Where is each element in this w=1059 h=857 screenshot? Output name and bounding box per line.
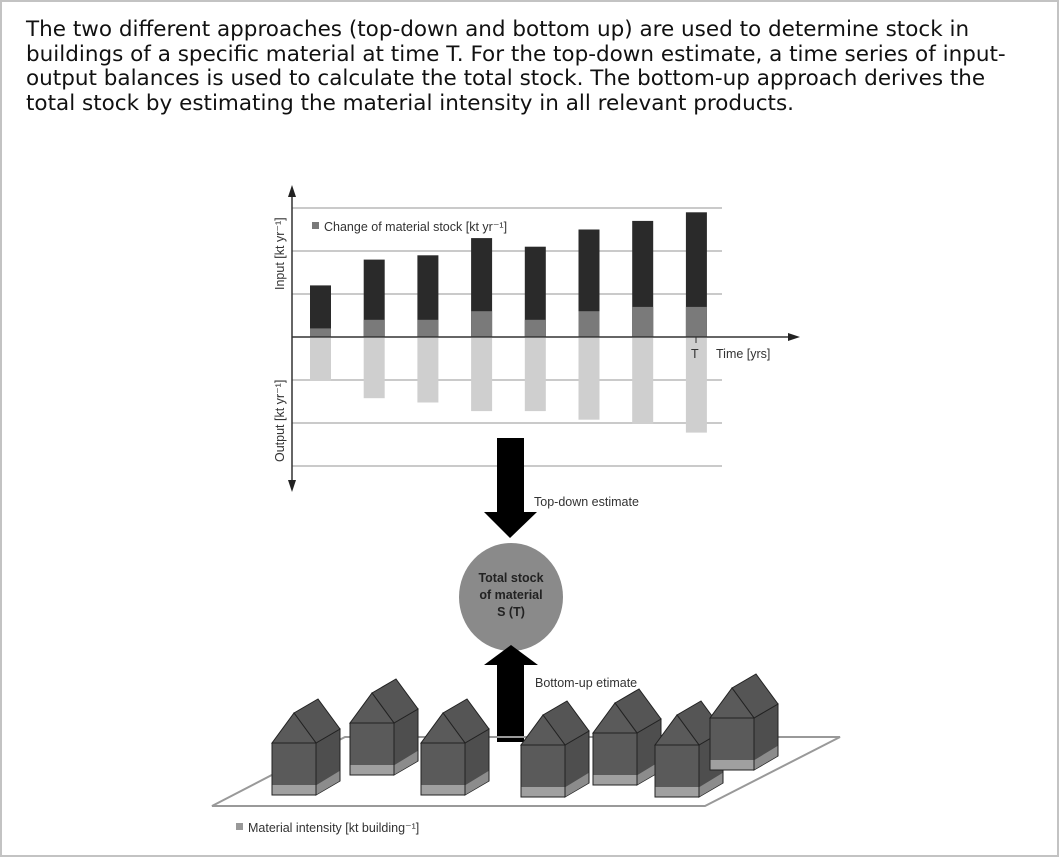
change-bar xyxy=(579,311,600,337)
chart-bars xyxy=(310,212,707,432)
house-icon xyxy=(710,674,778,770)
output-bar xyxy=(364,338,385,398)
buildings xyxy=(272,674,778,797)
top-down-label: Top-down estimate xyxy=(534,495,639,509)
y-axis-label-input: Input [kt yr⁻¹] xyxy=(273,217,287,290)
output-bar xyxy=(579,338,600,420)
intro-paragraph: The two different approaches (top-down and bottom up) are used to determine stock in buildings of a specific material at time T. For the top-down estimate, a time series of input-output balances is used to calculate the total stock. The bottom-up approach derives the total stock by estimating the material intensity in all relevant products. xyxy=(26,17,1006,116)
y-axis-label-output: Output [kt yr⁻¹] xyxy=(273,379,287,462)
change-bar xyxy=(686,307,707,337)
house-icon xyxy=(593,689,661,785)
house-icon xyxy=(350,679,418,775)
x-axis-label: Time [yrs] xyxy=(716,347,771,361)
y-axis-arrow-up-icon xyxy=(288,185,296,197)
t-marker: T xyxy=(691,347,699,361)
change-bar xyxy=(471,311,492,337)
bottom-up-label: Bottom-up etimate xyxy=(535,676,638,690)
house-icon xyxy=(272,699,340,795)
output-bar xyxy=(525,338,546,411)
circle-line-3: S (T) xyxy=(497,605,525,619)
legend-change-swatch xyxy=(312,222,319,229)
house-icon xyxy=(521,701,589,797)
circle-line-2: of material xyxy=(479,588,543,602)
x-axis-arrow-icon xyxy=(788,333,800,341)
output-bar xyxy=(417,338,438,403)
bottom-up-arrow-icon xyxy=(484,645,538,742)
circle-line-1: Total stock xyxy=(478,571,544,585)
y-axis-arrow-down-icon xyxy=(288,480,296,492)
legend-change-label: Change of material stock [kt yr⁻¹] xyxy=(324,220,508,234)
legend-intensity-label: Material intensity [kt building⁻¹] xyxy=(248,821,420,835)
change-bar xyxy=(364,320,385,337)
legend-intensity-swatch xyxy=(236,823,243,830)
output-bar xyxy=(310,338,331,381)
output-bar xyxy=(632,338,653,424)
change-bar xyxy=(310,328,331,337)
house-icon xyxy=(421,699,489,795)
change-bar xyxy=(632,307,653,337)
output-bar xyxy=(471,338,492,411)
change-bar xyxy=(525,320,546,337)
top-down-arrow-icon xyxy=(484,438,537,538)
change-bar xyxy=(417,320,438,337)
